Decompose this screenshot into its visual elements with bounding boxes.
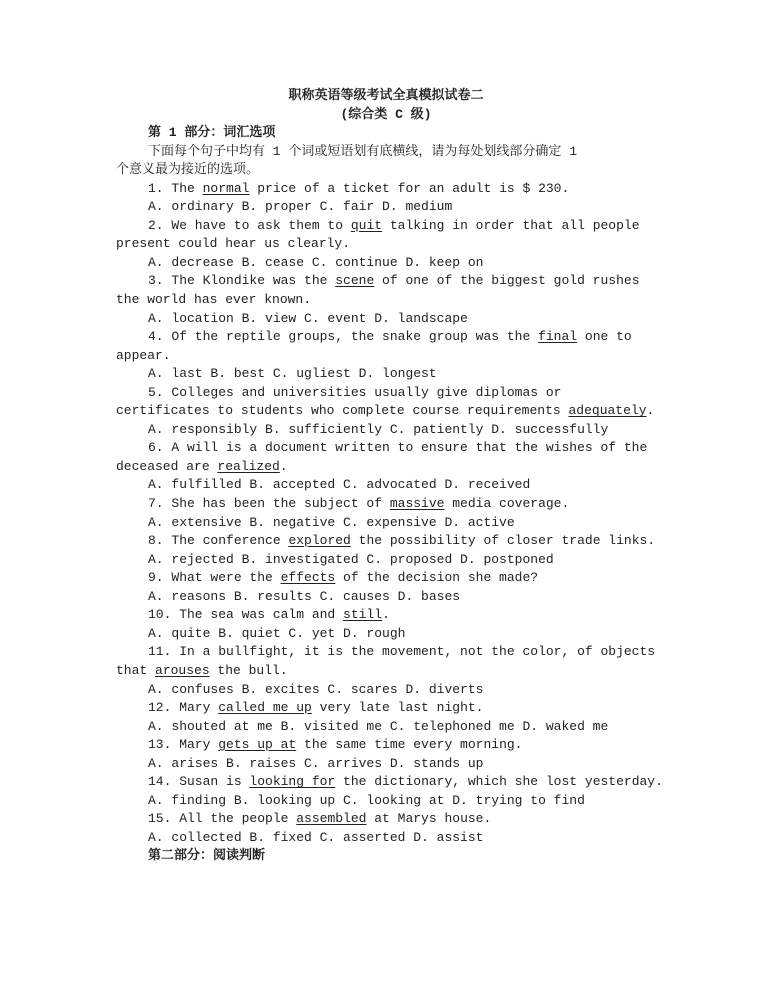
question-stem: [116, 643, 663, 662]
question-item: [116, 328, 663, 384]
question-stem: [116, 217, 663, 236]
question-text: .: [279, 458, 288, 474]
underlined-term: still: [343, 607, 383, 623]
answer-options: A. rejected B. investigated C. proposed D. postponed: [148, 551, 554, 567]
question-list: [116, 180, 663, 848]
answer-options: A. extensive B. negative C. expensive D. active: [148, 514, 515, 530]
underlined-term: gets up at: [218, 737, 297, 753]
question-stem: [116, 699, 663, 718]
question-text: the world has ever known.: [116, 292, 312, 308]
question-text: very late last night.: [311, 700, 484, 716]
question-text: that: [116, 662, 156, 678]
question-stem: [116, 439, 663, 458]
underlined-term: scene: [335, 273, 375, 289]
question-text: 13. Mary: [148, 737, 219, 753]
underlined-term: normal: [202, 180, 250, 196]
answer-options: A. quite B. quiet C. yet D. rough: [148, 625, 406, 641]
question-item: [116, 532, 663, 569]
question-stem: [116, 773, 663, 792]
question-text: 12. Mary: [148, 700, 219, 716]
document-subtitle: (综合类 C 级): [340, 106, 432, 122]
question-text: 15. All the people: [148, 811, 297, 827]
question-stem-continued: [116, 347, 663, 366]
underlined-term: adequately: [568, 403, 647, 419]
underlined-term: effects: [280, 570, 336, 586]
underlined-term: explored: [288, 533, 351, 549]
question-stem: [116, 272, 663, 291]
question-text: 6. A will is a document written to ensure that the wishes of the: [148, 440, 648, 456]
question-text: 2. We have to ask them to: [148, 217, 351, 233]
question-item: [116, 569, 663, 606]
answer-options: A. responsibly B. sufficiently C. patiently D. successfully: [148, 421, 609, 437]
question-item: [116, 606, 663, 643]
question-text: appear.: [116, 347, 171, 363]
question-item: [116, 180, 663, 217]
question-item: [116, 773, 663, 810]
underlined-term: realized: [217, 458, 280, 474]
question-item: [116, 217, 663, 273]
answer-options: A. finding B. looking up C. looking at D. trying to find: [148, 792, 585, 808]
question-text: 11. In a bullfight, it is the movement, not the color, of objects: [148, 644, 656, 660]
document-page: [116, 87, 663, 866]
question-text: 5. Colleges and universities usually give diplomas or: [148, 384, 562, 400]
question-stem: [116, 495, 663, 514]
part1-instructions-line2: 个意义最为接近的选项。: [116, 162, 260, 178]
question-text: the same time every morning.: [296, 737, 523, 753]
question-stem: [116, 606, 663, 625]
question-text: at Marys house.: [366, 811, 492, 827]
question-text: .: [382, 607, 390, 623]
document-title: 职称英语等级考试全真模拟试卷二: [288, 88, 484, 103]
question-stem-continued: [116, 402, 663, 421]
question-text: price of a ticket for an adult is $ 230.: [249, 180, 570, 196]
underlined-term: massive: [389, 496, 445, 512]
answer-options: A. reasons B. results C. causes D. bases: [148, 588, 461, 604]
answer-options: A. arises B. raises C. arrives D. stands up: [148, 755, 484, 771]
question-text: the bull.: [209, 662, 288, 678]
answer-options: A. collected B. fixed C. asserted D. assist: [148, 829, 484, 845]
question-item: [116, 272, 663, 328]
answer-options: A. last B. best C. ugliest D. longest: [148, 366, 437, 382]
question-text: 3. The Klondike was the: [148, 273, 336, 289]
question-text: 9. What were the: [148, 570, 281, 586]
question-text: 1. The: [148, 180, 203, 196]
question-text: 14. Susan is: [148, 774, 250, 790]
part2-heading: 第二部分：阅读判断: [148, 848, 266, 864]
question-item: [116, 495, 663, 532]
underlined-term: quit: [350, 217, 383, 233]
question-stem: [116, 384, 663, 403]
question-text: the dictionary, which she lost yesterday.: [335, 774, 663, 790]
question-stem: [116, 736, 663, 755]
question-item: [116, 810, 663, 847]
question-text: .: [646, 403, 655, 419]
question-text: 10. The sea was calm and: [148, 607, 344, 623]
question-text: talking in order that all people: [382, 217, 640, 233]
question-stem: [116, 328, 663, 347]
underlined-term: arouses: [155, 662, 210, 678]
question-text: 4. Of the reptile groups, the snake group was the: [148, 329, 539, 345]
question-stem-continued: [116, 458, 663, 477]
question-text: deceased are: [116, 458, 218, 474]
question-text: media coverage.: [444, 496, 570, 512]
question-stem-continued: [116, 291, 663, 310]
answer-options: A. confuses B. excites C. scares D. diverts: [148, 681, 484, 697]
question-stem-continued: [116, 662, 663, 681]
underlined-term: final: [538, 329, 578, 345]
question-text: of one of the biggest gold rushes: [374, 273, 640, 289]
underlined-term: assembled: [296, 811, 367, 827]
underlined-term: looking for: [249, 774, 336, 790]
answer-options: A. fulfilled B. accepted C. advocated D. received: [148, 477, 531, 493]
answer-options: A. decrease B. cease C. continue D. keep on: [148, 254, 484, 270]
question-stem-continued: [116, 235, 663, 254]
question-item: [116, 439, 663, 495]
part1-instructions-line1: 下面每个句子中均有 1 个词或短语划有底横线，请为每处划线部分确定 1: [148, 143, 578, 159]
question-item: [116, 699, 663, 736]
question-text: certificates to students who complete course requirements: [116, 403, 569, 419]
question-text: the possibility of closer trade links.: [350, 533, 656, 549]
underlined-term: called me up: [218, 700, 312, 716]
question-text: 8. The conference: [148, 533, 289, 549]
question-stem: [116, 532, 663, 551]
part1-heading: 第 1 部分：词汇选项: [148, 125, 276, 141]
question-item: [116, 736, 663, 773]
question-text: 7. She has been the subject of: [148, 496, 390, 512]
question-item: [116, 384, 663, 440]
question-text: present could hear us clearly.: [116, 236, 351, 252]
question-text: of the decision she made?: [335, 570, 539, 586]
answer-options: A. location B. view C. event D. landscape: [148, 310, 468, 326]
question-stem: [116, 180, 663, 199]
question-stem: [116, 569, 663, 588]
answer-options: A. shouted at me B. visited me C. telephoned me D. waked me: [148, 718, 609, 734]
question-text: one to: [577, 329, 632, 345]
question-stem: [116, 810, 663, 829]
answer-options: A. ordinary B. proper C. fair D. medium: [148, 199, 453, 215]
question-item: [116, 643, 663, 699]
